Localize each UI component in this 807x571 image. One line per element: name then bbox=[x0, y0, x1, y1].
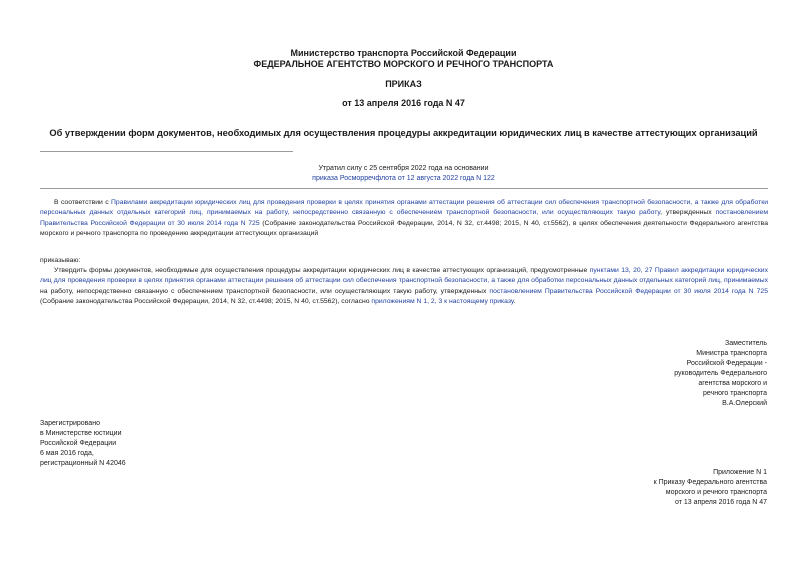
appendix-block: Приложение N 1 к Приказу Федерального агентства морского и речного транспорта от 13 апреля 2016 года N 47 bbox=[653, 469, 767, 506]
divider-long bbox=[40, 188, 768, 189]
government-decree-link[interactable]: постановлением Правительства Российской Федерации от 30 июля 2014 года N 725 bbox=[40, 209, 768, 227]
document-title: Об утверждении форм документов, необходимых для осуществления процедуры аккредитации юридических лиц в качестве аттестующих организаций bbox=[49, 128, 758, 138]
order-word: приказываю: bbox=[40, 257, 81, 264]
status-source-link[interactable]: приказа Росморречфлота от 12 августа 2022 года N 122 bbox=[312, 175, 495, 182]
ministry-name: Министерство транспорта Российской Федерации bbox=[290, 48, 517, 58]
divider-short bbox=[40, 151, 293, 152]
government-decree-link-2[interactable]: постановлением Правительства Российской Федерации от 30 июля 2014 года N 725 bbox=[489, 287, 768, 295]
appendices-link[interactable]: приложениям N 1, 2, 3 к настоящему приказу bbox=[371, 297, 514, 305]
document-type: ПРИКАЗ bbox=[385, 79, 422, 89]
rules-link[interactable]: Правилами аккредитации юридических лиц для проведения проверки в целях принятия органами аттестации решения об аттестации сил обеспечения транспортной безопасности, а также для обработки персональных данных отдельных категорий лиц, принимаемых на работу, непосредственно связанную с обеспечением транспортной безопасности, или осуществляющих такую работу bbox=[40, 199, 768, 217]
order-paragraph: Утвердить формы документов, необходимые для осуществления процедуры аккредитации юридических лиц в качестве аттестующих организаций, предусмотренные пунктами 13, 20, 27 Правил аккредитации юридических лиц для проведения проверки в целях принятия органами аттестации решения об аттестации сил обеспечения транспортной безопасности, а также для обработки персональных данных отдельных категорий лиц, принимаемых на работу, непосредственно связанную с обеспечением транспортной безопасности, или осуществляющих такую работу, утвержденных постановлением Правительства Российской Федерации от 30 июля 2014 года N 725 (Собрание законодательства Российской Федерации, 2014, N 32, ст.4498; 2015, N 40, ст.5562), согласно приложениям N 1, 2, 3 к настоящему приказу. bbox=[40, 267, 768, 305]
rules-points-link[interactable]: пунктами 13, 20, 27 Правил аккредитации юридических лиц для проведения проверки в целях принятия органами аттестации решения об аттестации сил обеспечения транспортной безопасности, а также для обработки персональных данных отдельных категорий лиц, принимаемых bbox=[40, 267, 768, 285]
signature-block: Заместитель Министра транспорта Российской Федерации - руководитель Федерального агентства морского и речного транспорта В.А.Олерский bbox=[674, 340, 767, 407]
status-line: Утратил силу с 25 сентября 2022 года на основании bbox=[318, 165, 489, 172]
agency-name: ФЕДЕРАЛЬНОЕ АГЕНТСТВО МОРСКОГО И РЕЧНОГО ТРАНСПОРТА bbox=[253, 59, 554, 69]
registration-block: Зарегистрировано в Министерстве юстиции Российской Федерации 6 мая 2016 года, регистрационный N 42046 bbox=[40, 420, 126, 467]
preamble-paragraph: В соответствии с Правилами аккредитации юридических лиц для проведения проверки в целях принятия органами аттестации решения об аттестации сил обеспечения транспортной безопасности, а также для обработки персональных данных отдельных категорий лиц, принимаемых на работу, непосредственно связанную с обеспечением транспортной безопасности, или осуществляющих такую работу, утвержденных постановлением Правительства Российской Федерации от 30 июля 2014 года N 725 (Собрание законодательства Российской Федерации, 2014, N 32, ст.4498; 2015, N 40, ст.5562), в целях обеспечения деятельности Федерального агентства морского и речного транспорта по проведению аккредитации аттестующих организаций bbox=[40, 199, 768, 237]
document-date-number: от 13 апреля 2016 года N 47 bbox=[342, 98, 465, 108]
